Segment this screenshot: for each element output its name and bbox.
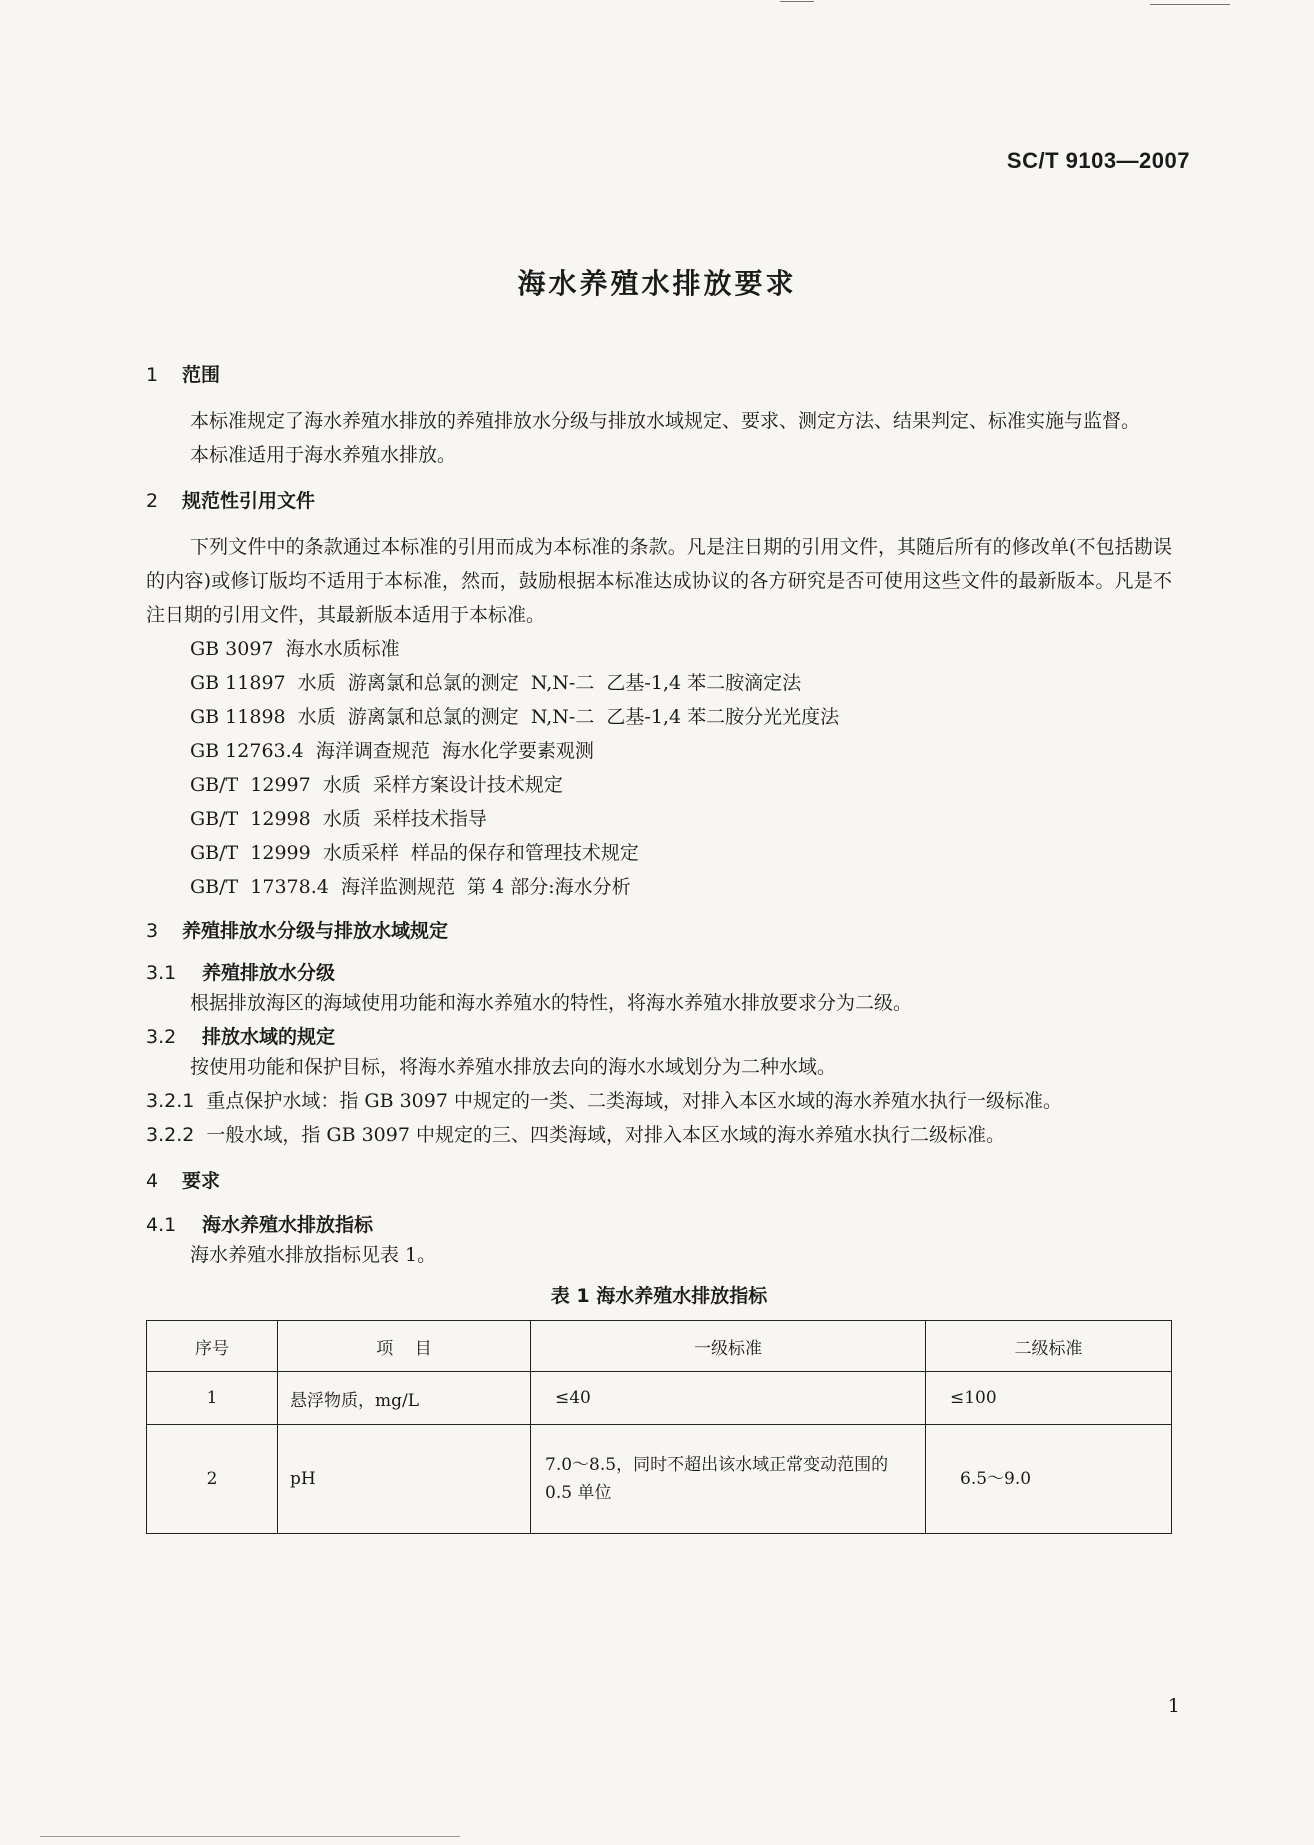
reference-item: GB/T 12999 水质采样 样品的保存和管理技术规定 xyxy=(190,842,639,864)
table-header: 项 目 xyxy=(278,1321,531,1372)
paragraph: 按使用功能和保护目标，将海水养殖水排放去向的海水水域划分为二种水域。 xyxy=(190,1056,837,1078)
subsection-number: 4.1 xyxy=(146,1214,177,1236)
subsection-title: 养殖排放水分级 xyxy=(202,962,336,984)
reference-item: GB 11898 水质 游离氯和总氯的测定 N,N-二 乙基-1,4 苯二胺分光光度法 xyxy=(190,706,840,728)
table-cell: 6.5～9.0 xyxy=(926,1425,1172,1534)
section-title: 养殖排放水分级与排放水域规定 xyxy=(182,920,449,942)
subsection-number: 3.1 xyxy=(146,962,177,984)
table-row xyxy=(147,1425,1172,1534)
paragraph: 本标准规定了海水养殖水排放的养殖排放水分级与排放水域规定、要求、测定方法、结果判定、标准实施与监督。 xyxy=(190,410,1141,432)
reference-item: GB 12763.4 海洋调查规范 海水化学要素观测 xyxy=(190,740,594,762)
scan-mark-bottom xyxy=(40,1836,460,1837)
subsection-4-1-heading xyxy=(146,1212,1172,1238)
subsection-title: 排放水域的规定 xyxy=(202,1026,336,1048)
subsection-number: 3.2 xyxy=(146,1026,177,1048)
reference-item: GB 11897 水质 游离氯和总氯的测定 N,N-二 乙基-1,4 苯二胺滴定法 xyxy=(190,672,802,694)
table-caption: 表 1 海水养殖水排放指标 xyxy=(550,1285,768,1307)
page-number: 1 xyxy=(1167,1695,1180,1717)
table-cell: 1 xyxy=(147,1372,278,1425)
document-title: 海水养殖水排放要求 xyxy=(517,267,797,300)
section-title: 范围 xyxy=(182,364,221,386)
document-body xyxy=(146,362,1172,1534)
reference-item: GB 3097 海水水质标准 xyxy=(190,638,400,660)
table-cell: 悬浮物质，mg/L xyxy=(278,1372,531,1425)
section-title: 规范性引用文件 xyxy=(182,490,316,512)
section-number: 4 xyxy=(146,1170,159,1192)
scan-mark-top-right xyxy=(1150,4,1230,5)
section-2-heading xyxy=(146,488,1172,514)
clause-number: 3.2.1 xyxy=(146,1090,195,1112)
section-1-heading xyxy=(146,362,1172,388)
table-header: 二级标准 xyxy=(926,1321,1172,1372)
subsection-3-1-heading xyxy=(146,960,1172,986)
paragraph: 本标准适用于海水养殖水排放。 xyxy=(190,444,457,466)
table-header-row xyxy=(147,1321,1172,1372)
reference-item: GB/T 17378.4 海洋监测规范 第 4 部分:海水分析 xyxy=(190,876,631,898)
table-cell: ≤100 xyxy=(926,1372,1172,1425)
clause-number: 3.2.2 xyxy=(146,1124,195,1146)
clause-text: 重点保护水域：指 GB 3097 中规定的一类、二类海域，对排入本区水域的海水养殖水执行一级标准。 xyxy=(206,1090,1062,1112)
clause-3-2-1 xyxy=(146,1084,1172,1118)
section-number: 3 xyxy=(146,920,159,942)
clause-3-2-2 xyxy=(146,1118,1172,1152)
subsection-3-2-heading xyxy=(146,1024,1172,1050)
table-header: 序号 xyxy=(147,1321,278,1372)
subsection-title: 海水养殖水排放指标 xyxy=(202,1214,374,1236)
paragraph: 根据排放海区的海域使用功能和海水养殖水的特性，将海水养殖水排放要求分为二级。 xyxy=(190,992,913,1014)
section-title: 要求 xyxy=(182,1170,221,1192)
table-row xyxy=(147,1372,1172,1425)
table-cell: 2 xyxy=(147,1425,278,1534)
clause-text: 一般水域，指 GB 3097 中规定的三、四类海域，对排入本区水域的海水养殖水执行二级标准。 xyxy=(206,1124,1005,1146)
section-number: 1 xyxy=(146,364,159,386)
table-cell: pH xyxy=(278,1425,531,1534)
section-4-heading xyxy=(146,1168,1172,1194)
reference-item: GB/T 12997 水质 采样方案设计技术规定 xyxy=(190,774,563,796)
standard-number: SC/T 9103—2007 xyxy=(1006,148,1190,173)
scan-mark-top xyxy=(780,1,814,2)
discharge-standards-table xyxy=(146,1320,1172,1534)
reference-item: GB/T 12998 水质 采样技术指导 xyxy=(190,808,487,830)
table-cell: ≤40 xyxy=(531,1372,926,1425)
paragraph: 海水养殖水排放指标见表 1。 xyxy=(190,1244,437,1266)
paragraph: 下列文件中的条款通过本标准的引用而成为本标准的条款。凡是注日期的引用文件，其随后所有的修改单(不包括勘误的内容)或修订版均不适用于本标准，然而，鼓励根据本标准达成协议的各方研究是否可使用这些文件的最新版本。凡是不注日期的引用文件，其最新版本适用于本标准。 xyxy=(146,536,1172,626)
table-header: 一级标准 xyxy=(531,1321,926,1372)
section-number: 2 xyxy=(146,490,159,512)
section-3-heading xyxy=(146,918,1172,944)
table-cell: 7.0～8.5，同时不超出该水域正常变动范围的 0.5 单位 xyxy=(531,1425,926,1534)
